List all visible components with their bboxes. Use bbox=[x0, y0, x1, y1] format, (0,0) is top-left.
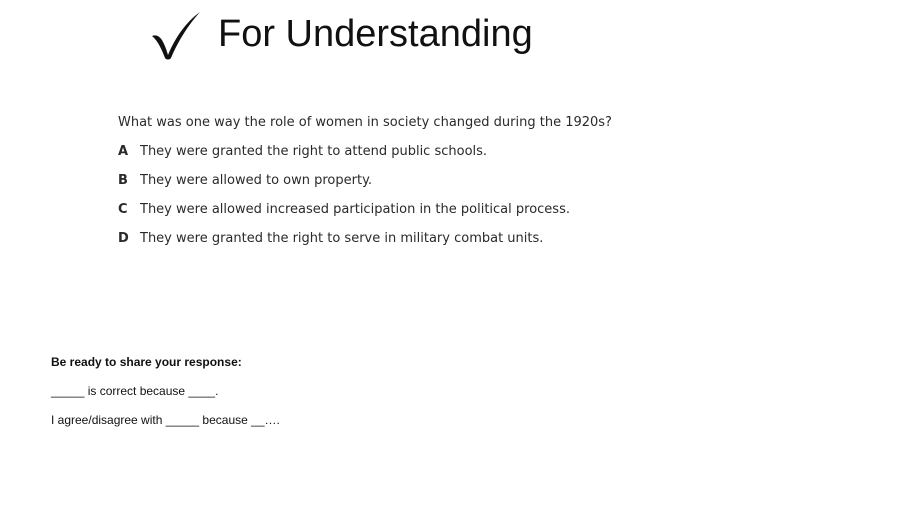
choice-letter: B bbox=[118, 173, 128, 188]
choice-letter: C bbox=[118, 202, 128, 217]
answer-choice-d bbox=[118, 231, 678, 260]
question-block bbox=[118, 114, 678, 260]
answer-choice-c bbox=[118, 202, 678, 231]
title-row bbox=[148, 6, 533, 62]
question-prompt: What was one way the role of women in society changed during the 1920s? bbox=[118, 115, 612, 130]
choice-letter: D bbox=[118, 231, 129, 246]
response-heading: Be ready to share your response: bbox=[51, 355, 242, 369]
choice-text: They were allowed increased participation in the political process. bbox=[140, 202, 570, 217]
choice-letter: A bbox=[118, 144, 129, 159]
choice-text: They were granted the right to attend public schools. bbox=[140, 144, 488, 159]
choice-text: They were allowed to own property. bbox=[140, 173, 373, 188]
response-block bbox=[51, 354, 280, 441]
response-sentence-stem-1: _____ is correct because ____. bbox=[51, 384, 219, 398]
answer-choice-b bbox=[118, 173, 678, 202]
slide-title: For Understanding bbox=[218, 13, 533, 55]
choice-text: They were granted the right to serve in military combat units. bbox=[140, 231, 544, 246]
answer-choice-a bbox=[118, 144, 678, 173]
checkmark-icon bbox=[148, 6, 204, 62]
response-sentence-stem-2: I agree/disagree with _____ because __…. bbox=[51, 413, 280, 427]
